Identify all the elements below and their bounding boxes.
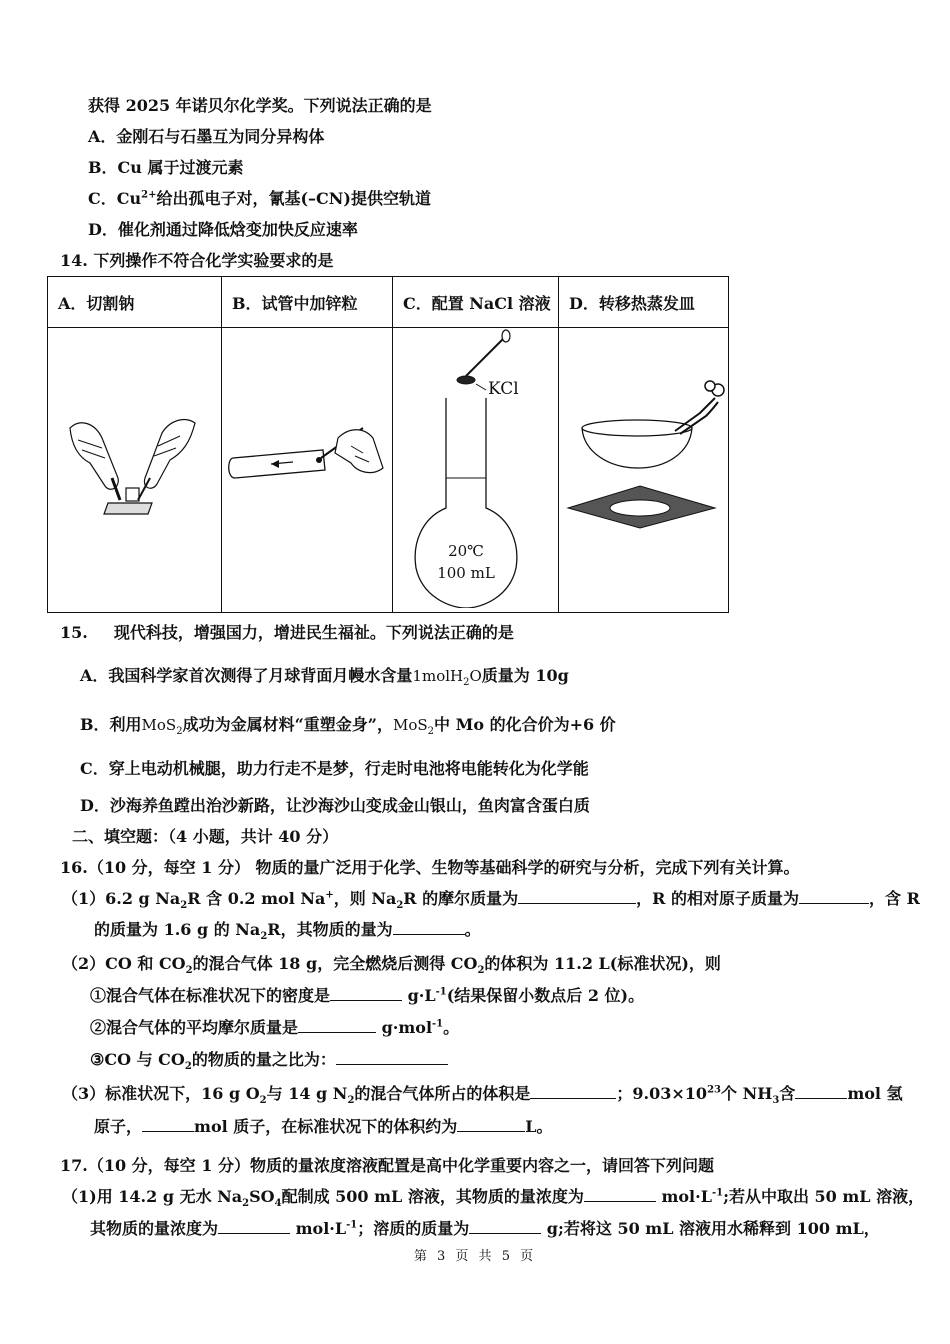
cut-sodium-illustration	[50, 328, 220, 608]
q16-blank-molar-mass[interactable]	[518, 889, 636, 904]
q16-blank-density[interactable]	[330, 986, 402, 1001]
q16-part3-line2: 原子， mol 质子，在标准状况下的体积约为 L。	[94, 1117, 553, 1136]
q16-blank-avg-molar-mass[interactable]	[298, 1018, 376, 1033]
q16-part2-stem: （2）CO 和 $CO_2$的混合气体 18 g，完全燃烧后测得 $CO_2$的体积为 11.2 L(标准状况)，则	[62, 954, 721, 977]
q13-option-b: B．Cu 属于过渡元素	[88, 158, 244, 177]
q16-part1-line1: （1）6.2 g $Na_2R$ 含 0.2 mol Na+，则 $Na_2R$ 的摩尔质量为 ，R 的相对原子质量为 ，含 R	[62, 889, 920, 912]
q13-option-a: A．金刚石与石墨互为同分异构体	[88, 127, 325, 146]
q14-header-c: C．配置 NaCl 溶液	[393, 277, 559, 328]
q16-blank-protons[interactable]	[142, 1117, 194, 1132]
q14-header-b: B．试管中加锌粒	[222, 277, 393, 328]
q14-experiment-table	[47, 276, 729, 613]
q16-part2-i: ①混合气体在标准状况下的密度是 $g\cdot L^{-1}$(结果保留小数点后 2 位)。	[90, 986, 645, 1005]
q16-blank-ratio[interactable]	[336, 1050, 448, 1065]
q15-option-b: B．利用MoS$_2$成功为金属材料“重塑金身”，MoS$_2$中 Mo 的化合价为+6 价	[80, 715, 616, 737]
q16-blank-nh3-volume[interactable]	[457, 1117, 525, 1132]
q15-option-c: C．穿上电动机械腿，助力行走不是梦，行走时电池将电能转化为化学能	[80, 759, 589, 778]
q17-blank-concentration[interactable]	[584, 1187, 656, 1202]
evaporating-dish-illustration	[560, 328, 727, 608]
q17-part1-line1: （1)用 14.2 g 无水 $Na_2SO_4$配制成 500 mL 溶液，其物质的量浓度为 $mol\cdot L^{-1}$;若从中取出 50 mL 溶液，	[62, 1187, 925, 1210]
q16-part1-line2: 的质量为 1.6 g 的 $Na_2R$，其物质的量为 。	[94, 920, 481, 943]
q14-image-a	[48, 328, 222, 613]
q16-blank-amount[interactable]	[393, 920, 465, 935]
volumetric-flask-illustration	[394, 328, 557, 608]
q13-option-c: C．$Cu^{2+}$给出孤电子对，氰基(–CN)提供空轨道	[88, 189, 431, 208]
q14-header-a: A．切割钠	[48, 277, 222, 328]
section-title: 二、填空题：（4 小题，共计 40 分）	[72, 827, 339, 846]
q16-blank-atomic-mass[interactable]	[799, 889, 869, 904]
q16-part2-iii: ③CO 与 $CO_2$的物质的量之比为：	[90, 1050, 448, 1070]
q17-blank-solute-mass[interactable]	[469, 1219, 541, 1234]
q17-part1-line2: 其物质的量浓度为 $mol\cdot L^{-1}$；溶质的质量为 g;若将这 50 mL 溶液用水稀释到 100 mL，	[90, 1219, 880, 1238]
q15-stem: 15. 现代科技，增强国力，增进民生福祉。下列说法正确的是	[60, 623, 514, 642]
q13-stem-tail: 获得 2025 年诺贝尔化学奖。下列说法正确的是	[88, 96, 432, 115]
flask-temp-label: 20℃	[448, 542, 484, 560]
q17-blank-concentration-50ml[interactable]	[218, 1219, 290, 1234]
q14-stem: 14. 下列操作不符合化学实验要求的是	[60, 251, 334, 270]
q16-part2-ii: ②混合气体的平均摩尔质量是 g·mol$^{-1}$。	[90, 1018, 460, 1037]
page-footer: 第 3 页 共 5 页	[413, 1249, 537, 1264]
q16-stem: 16.（10 分，每空 1 分） 物质的量广泛用于化学、生物等基础科学的研究与分析，完成下列有关计算。	[60, 858, 800, 877]
q14-image-d	[559, 328, 729, 613]
q15-option-d: D．沙海养鱼蹚出治沙新路，让沙海沙山变成金山银山，鱼肉富含蛋白质	[80, 796, 590, 815]
test-tube-zinc-illustration	[223, 328, 391, 608]
q14-header-d: D．转移热蒸发皿	[559, 277, 729, 328]
kcl-label: KCl	[488, 379, 519, 399]
q16-blank-volume[interactable]	[530, 1084, 616, 1099]
q14-image-c	[393, 328, 559, 613]
q16-part3-line1: （3）标准状况下，16 g $O_2$与 14 g $N_2$的混合气体所占的体积是 ；$9.03\times 10^{23}$个 $NH_3$含 mol 氢	[62, 1084, 903, 1107]
q13-option-d: D．催化剂通过降低焓变加快反应速率	[88, 220, 358, 239]
q16-blank-h-atoms[interactable]	[795, 1084, 847, 1099]
q17-stem: 17.（10 分，每空 1 分）物质的量浓度溶液配置是高中化学重要内容之一，请回答下列问题	[60, 1156, 714, 1175]
flask-volume-label: 100 mL	[437, 564, 495, 582]
q14-image-b	[222, 328, 393, 613]
q15-option-a: A．我国科学家首次测得了月球背面月幔水含量1molH$_2$O质量为 10g	[80, 666, 569, 688]
